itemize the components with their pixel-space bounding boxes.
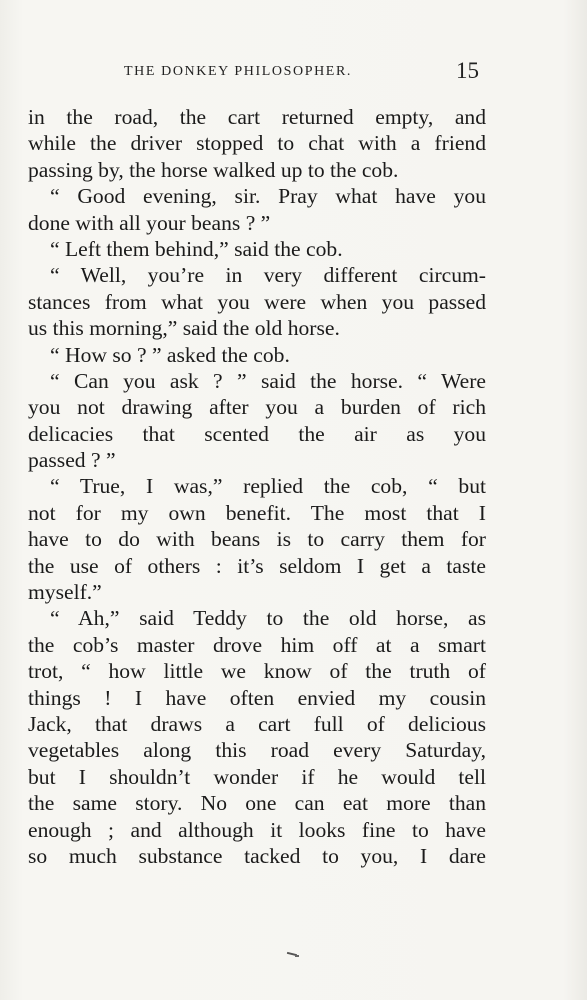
text-line: stances from what you were when you passed: [28, 289, 486, 314]
page-header: [0, 58, 587, 84]
text-line: myself.”: [28, 580, 102, 605]
text-line: “ True, I was,” replied the cob, “ but: [50, 474, 486, 499]
text-line: “ Left them behind,” said the cob.: [50, 236, 343, 261]
text-line: passed ? ”: [28, 448, 116, 473]
running-head: THE DONKEY PHILOSOPHER.: [124, 64, 353, 79]
text-line: while the driver stopped to chat with a friend: [28, 131, 486, 156]
ink-speck: [287, 952, 301, 956]
text-line: in the road, the cart returned empty, and: [28, 105, 486, 129]
text-line: passing by, the horse walked up to the cob.: [28, 157, 399, 182]
text-line: “ Ah,” said Teddy to the old horse, as: [50, 606, 486, 631]
text-line: the same story. No one can eat more than: [28, 791, 486, 816]
text-line: you not drawing after you a burden of rich: [28, 395, 486, 420]
text-line: Jack, that draws a cart full of delicious: [28, 711, 486, 736]
text-line: us this morning,” said the old horse.: [28, 316, 340, 341]
text-line: vegetables along this road every Saturday,: [28, 738, 486, 763]
text-line: “ How so ? ” asked the cob.: [50, 342, 290, 367]
text-line: trot, “ how little we know of the truth of: [28, 659, 486, 684]
page-number: 15: [456, 58, 479, 83]
text-line: so much substance tacked to you, I dare: [28, 843, 486, 868]
text-line: “ Can you ask ? ” said the horse. “ Were: [50, 368, 486, 393]
text-line: the cob’s master drove him off at a smart: [28, 632, 486, 657]
text-line: have to do with beans is to carry them for: [28, 527, 486, 552]
text-line: done with all your beans ? ”: [28, 210, 271, 235]
text-line: delicacies that scented the air as you: [28, 421, 486, 446]
text-line: “ Good evening, sir. Pray what have you: [50, 184, 486, 209]
text-line: enough ; and although it looks fine to have: [28, 817, 486, 842]
text-line: but I shouldn’t wonder if he would tell: [28, 764, 486, 789]
text-line: not for my own benefit. The most that I: [28, 500, 486, 525]
text-line: “ Well, you’re in very different circum-: [50, 263, 486, 288]
text-line: the use of others : it’s seldom I get a taste: [28, 553, 486, 578]
text-line: things ! I have often envied my cousin: [28, 685, 486, 710]
body-text: [28, 104, 486, 869]
